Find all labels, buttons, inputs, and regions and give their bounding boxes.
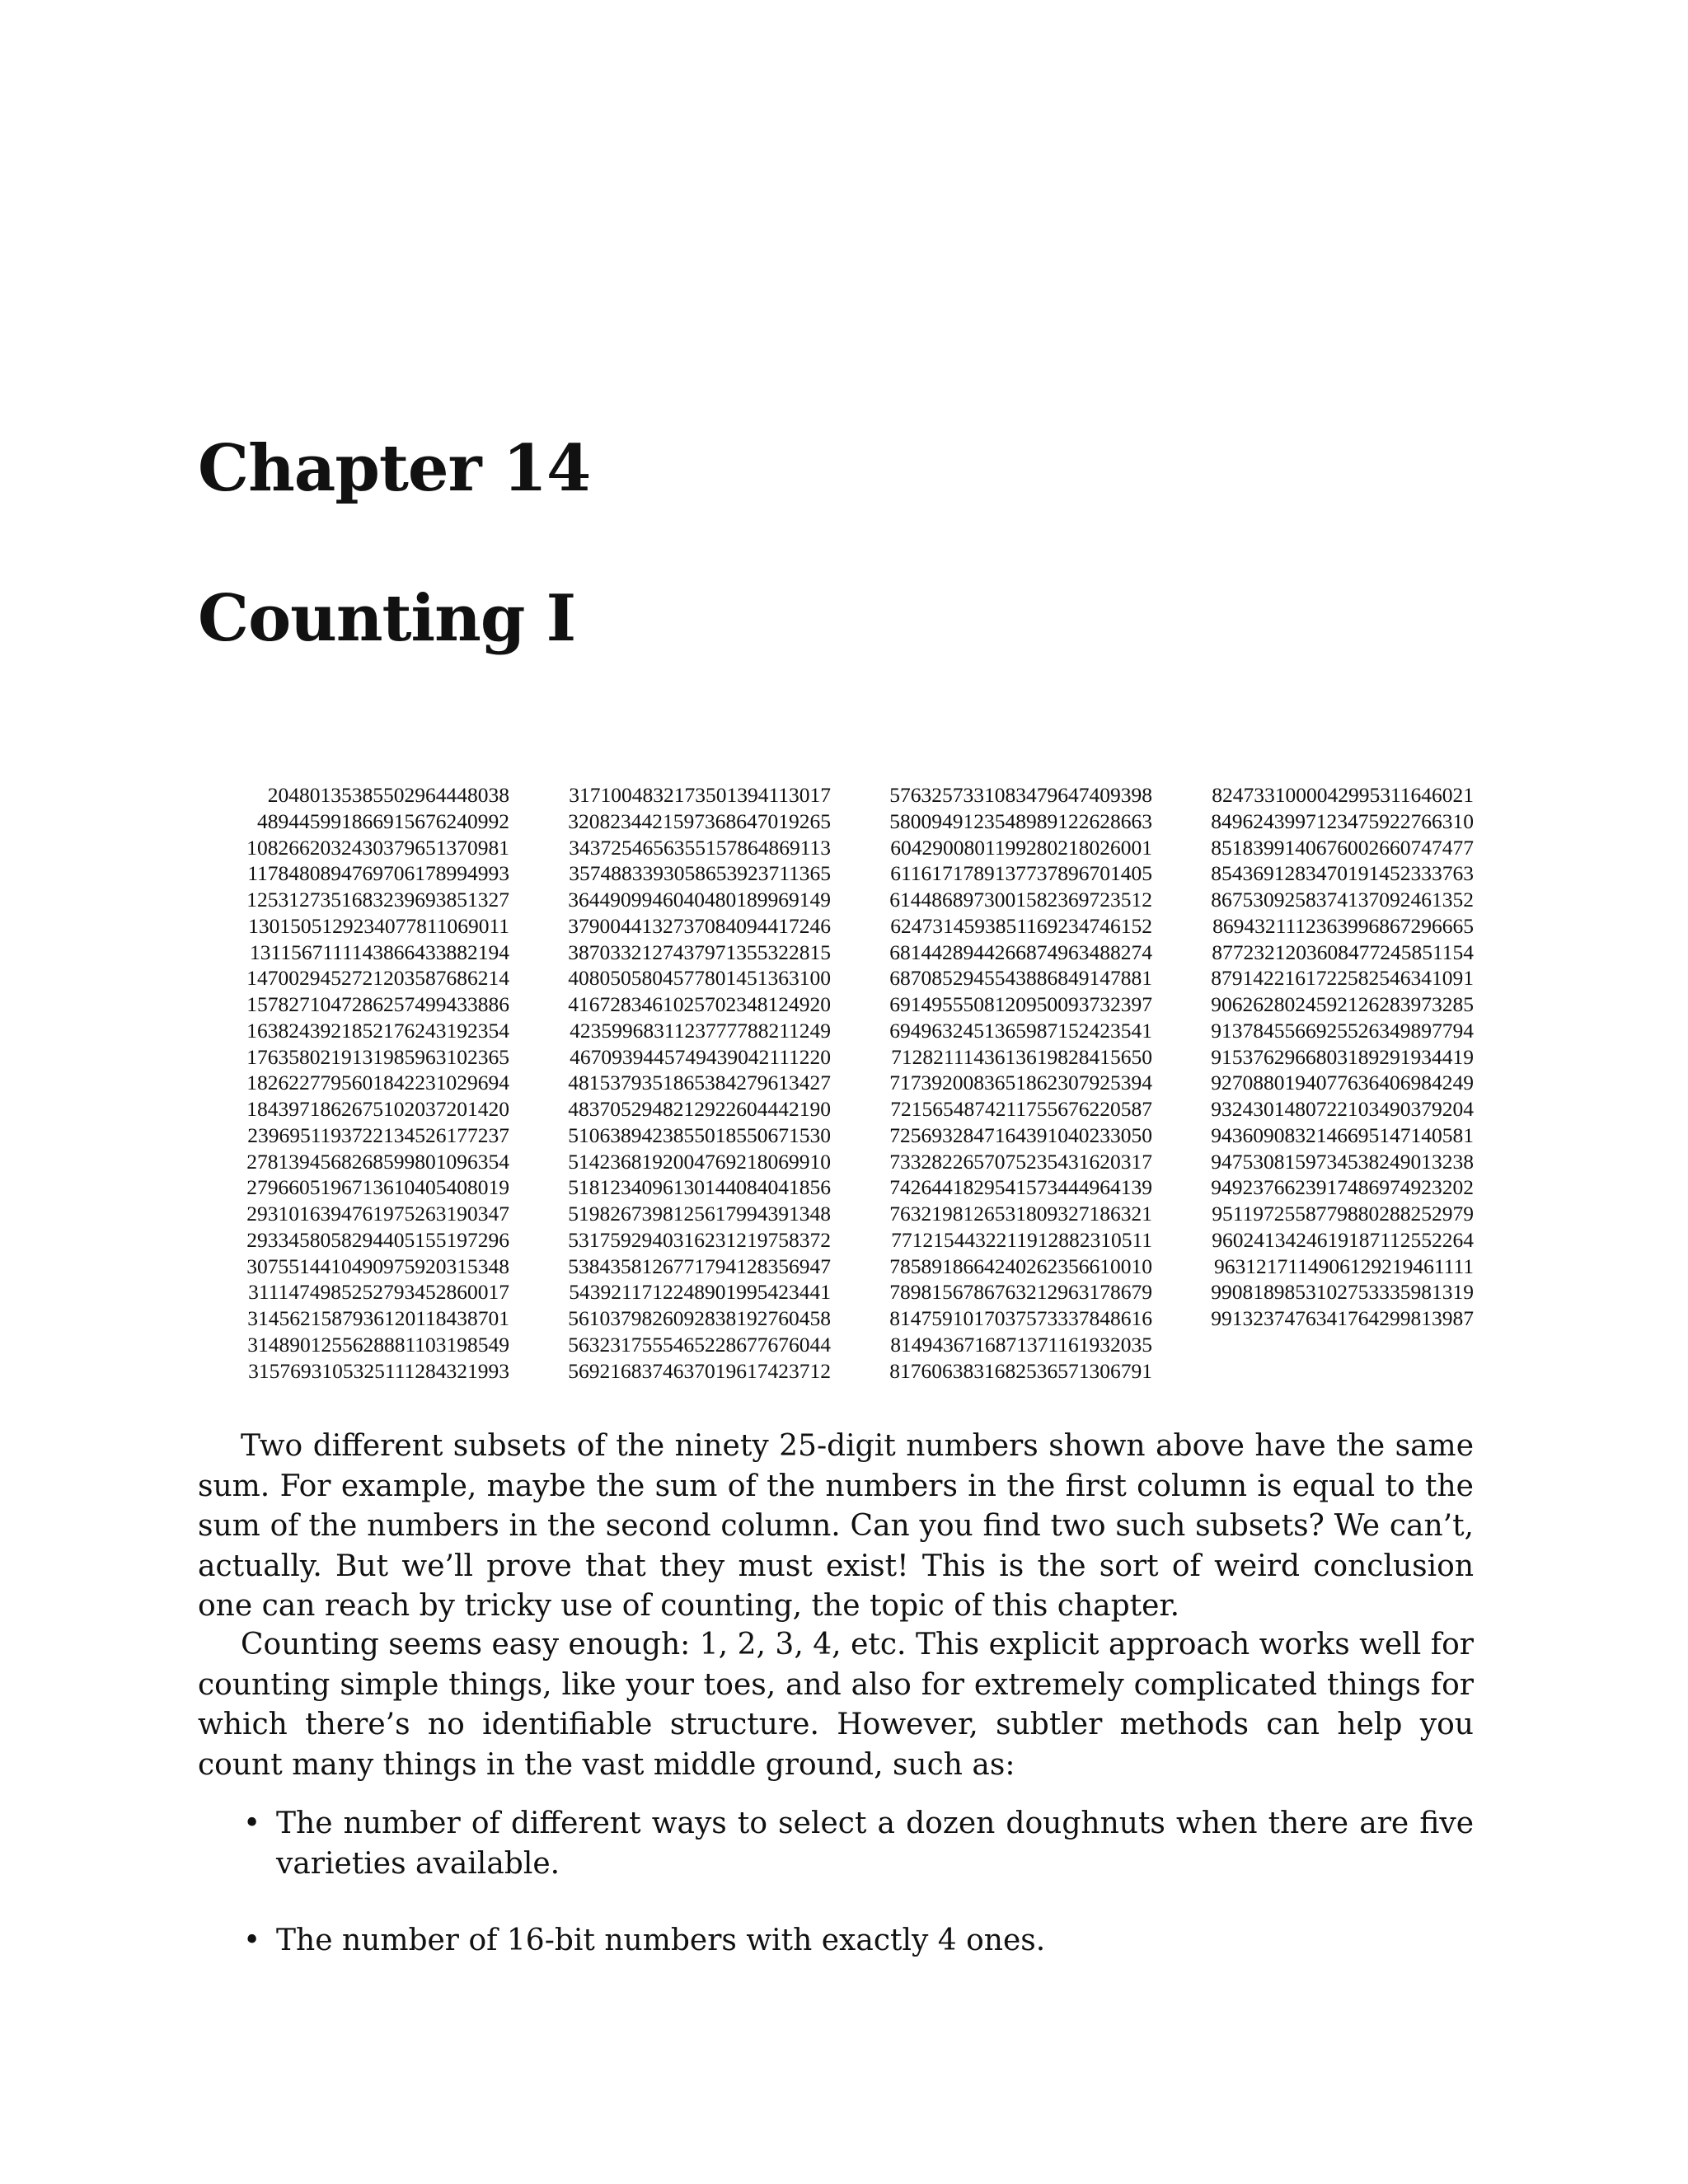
number-cell: 7332822657075235431620317 <box>889 1149 1152 1174</box>
number-cell: 5384358126771794128356947 <box>568 1254 831 1278</box>
number-cell: 5763257331083479647409398 <box>889 783 1152 807</box>
number-cell: 7215654874211755676220587 <box>890 1097 1152 1121</box>
number-cell: 4837052948212922604442190 <box>568 1097 831 1121</box>
number-cell: 5439211712248901995423441 <box>569 1280 831 1305</box>
number-cell: 1082662032430379651370981 <box>246 835 509 860</box>
number-cell: 9602413424619187112552264 <box>1212 1227 1474 1252</box>
number-cell: 3157693105325111284321993 <box>248 1358 509 1383</box>
number-column-4 <box>1167 782 1474 1384</box>
example-list <box>198 1804 1474 1999</box>
number-cell: 6116171789137737896701405 <box>890 861 1152 886</box>
number-cell: 4167283461025702348124920 <box>568 992 831 1016</box>
bullet-icon: • <box>243 1807 261 1840</box>
number-cell: 3644909946040480189969149 <box>568 888 831 912</box>
number-cell: 5610379826092838192760458 <box>568 1306 831 1330</box>
number-cell: 8694321112363996867296665 <box>1212 913 1474 938</box>
number-cell: 9324301480722103490379204 <box>1211 1097 1474 1121</box>
number-cell: 3148901255628881103198549 <box>247 1332 509 1357</box>
number-column-3 <box>846 782 1152 1384</box>
number-cell: 4235996831123777788211249 <box>570 1018 831 1043</box>
number-cell: 9492376623917486974923202 <box>1211 1175 1474 1200</box>
number-cell: 8496243997123475922766310 <box>1211 808 1474 833</box>
number-cell: 2396951193722134526177237 <box>247 1122 509 1147</box>
number-cell: 3145621587936120118438701 <box>247 1306 509 1330</box>
number-cell: 1470029452721203587686214 <box>246 966 509 991</box>
number-cell: 5198267398125617994391348 <box>568 1202 831 1226</box>
number-cell: 1638243921852176243192354 <box>246 1018 509 1043</box>
list-item <box>198 1804 1474 1884</box>
number-cell: 1763580219131985963102365 <box>246 1044 509 1069</box>
number-cell: 8147591017037573337848616 <box>889 1306 1152 1330</box>
number-cell: 7712154432211912882310511 <box>891 1227 1152 1252</box>
number-cell: 2931016394761975263190347 <box>246 1202 509 1226</box>
number-cell: 5317592940316231219758372 <box>568 1227 831 1252</box>
number-cell: 3790044132737084094417246 <box>568 913 831 938</box>
number-cell: 8176063831682536571306791 <box>889 1358 1152 1383</box>
number-cell: 6247314593851169234746152 <box>890 913 1152 938</box>
number-cell: 7173920083651862307925394 <box>889 1071 1152 1095</box>
number-cell: 3208234421597368647019265 <box>568 808 831 833</box>
number-cell: 1253127351683239693851327 <box>246 888 509 912</box>
list-item <box>198 1921 1474 1961</box>
number-cell: 9270880194077636406984249 <box>1211 1071 1474 1095</box>
number-cell: 9062628024592126283973285 <box>1211 992 1474 1016</box>
number-cell: 7632198126531809327186321 <box>889 1202 1152 1226</box>
chapter-label: Chapter 14 <box>198 431 591 506</box>
paragraph-intro-text: Two different subsets of the ninety 25-digit numbers shown above have the same sum. For example, maybe the sum of the numbers in the first column is equal to the sum of the numbers in the second column. Can you find two such subsets? We can’t, actually. But we’ll prove that they must exist! This is the sort of weird conclusion one can reach by tricky use of counting, the topic of this chapter. <box>198 1429 1474 1623</box>
paragraph-counting-text: Counting seems easy enough: 1, 2, 3, 4, etc. This explicit approach works well for counting simple things, like your toes, and also for extremely complicated things for which there’s no identifiable structure. However, subtler methods can help you count many things in the vast middle ground, such as: <box>198 1628 1474 1782</box>
number-cell: 1826227795601842231029694 <box>246 1071 509 1095</box>
number-cell: 6144868973001582369723512 <box>889 888 1152 912</box>
number-column-1 <box>198 782 509 1384</box>
number-cell: 5181234096130144084041856 <box>568 1175 831 1200</box>
number-column-2 <box>524 782 831 1384</box>
bullet-icon: • <box>243 1924 261 1957</box>
number-cell: 6814428944266874963488274 <box>889 940 1152 964</box>
number-cell: 1311567111143866433882194 <box>250 940 509 964</box>
number-cell: 5142368192004769218069910 <box>568 1149 831 1174</box>
paragraph-intro <box>198 1427 1474 1627</box>
number-cell: 9908189853102753335981319 <box>1211 1280 1474 1305</box>
number-cell: 3870332127437971355322815 <box>568 940 831 964</box>
number-cell: 8772321203608477245851154 <box>1212 940 1474 964</box>
number-cell: 9436090832146695147140581 <box>1211 1122 1474 1147</box>
number-cell: 7858918664240262356610010 <box>889 1254 1152 1278</box>
list-item-text: The number of 16-bit numbers with exactly 4 ones. <box>276 1924 1046 1957</box>
number-cell: 4815379351865384279613427 <box>568 1071 831 1095</box>
chapter-title: Counting I <box>198 581 576 656</box>
number-cell: 3437254656355157864869113 <box>569 835 831 860</box>
number-cell: 2781394568268599801096354 <box>246 1149 509 1174</box>
number-cell: 1578271047286257499433886 <box>246 992 509 1016</box>
number-cell: 3075514410490975920315348 <box>246 1254 509 1278</box>
number-cell: 3171004832173501394113017 <box>569 783 831 807</box>
number-cell: 20480135385502964448038 <box>267 783 509 807</box>
number-cell: 5106389423855018550671530 <box>568 1122 831 1147</box>
paragraph-counting <box>198 1625 1474 1785</box>
number-cell: 8247331000042995311646021 <box>1212 783 1474 807</box>
number-cell: 9511972558779880288252979 <box>1212 1202 1474 1226</box>
number-cell: 7128211143613619828415650 <box>891 1044 1152 1069</box>
number-cell: 7426441829541573444964139 <box>889 1175 1152 1200</box>
number-cell: 3111474985252793452860017 <box>248 1280 509 1305</box>
number-cell: 6042900801199280218026001 <box>890 835 1152 860</box>
number-cell: 4080505804577801451363100 <box>568 966 831 991</box>
number-cell: 1843971862675102037201420 <box>246 1097 509 1121</box>
number-cell: 6914955508120950093732397 <box>889 992 1152 1016</box>
number-cell: 1178480894769706178994993 <box>247 861 509 886</box>
number-cell: 5800949123548989122628663 <box>889 808 1152 833</box>
number-cell: 2933458058294405155197296 <box>246 1227 509 1252</box>
number-cell: 5692168374637019617423712 <box>568 1358 831 1383</box>
number-cell: 2796605196713610405408019 <box>246 1175 509 1200</box>
number-cell: 9631217114906129219461111 <box>1214 1254 1474 1278</box>
number-cell: 4670939445749439042111220 <box>570 1044 831 1069</box>
number-cell: 9913237476341764299813987 <box>1211 1306 1474 1330</box>
number-cell: 8543691283470191452333763 <box>1211 861 1474 886</box>
number-table <box>198 782 1474 1384</box>
number-cell: 8791422161722582546341091 <box>1211 966 1474 991</box>
number-cell: 3574883393058653923711365 <box>569 861 831 886</box>
number-cell: 8518399140676002660747477 <box>1211 835 1474 860</box>
number-cell: 6870852945543886849147881 <box>889 966 1152 991</box>
list-item-text: The number of different ways to select a dozen doughnuts when there are five varieties available. <box>276 1807 1474 1881</box>
number-cell: 8675309258374137092461352 <box>1211 888 1474 912</box>
number-cell: 489445991866915676240992 <box>257 808 509 833</box>
number-cell: 9137845566925526349897794 <box>1211 1018 1474 1043</box>
number-cell: 7898156786763212963178679 <box>889 1280 1152 1305</box>
number-cell: 9475308159734538249013238 <box>1211 1149 1474 1174</box>
number-cell: 5632317555465228677676044 <box>568 1332 831 1357</box>
number-cell: 9153762966803189291934419 <box>1211 1044 1474 1069</box>
number-cell: 8149436716871371161932035 <box>890 1332 1152 1357</box>
number-cell: 1301505129234077811069011 <box>248 913 509 938</box>
number-cell: 7256932847164391040233050 <box>889 1122 1152 1147</box>
number-cell: 6949632451365987152423541 <box>889 1018 1152 1043</box>
